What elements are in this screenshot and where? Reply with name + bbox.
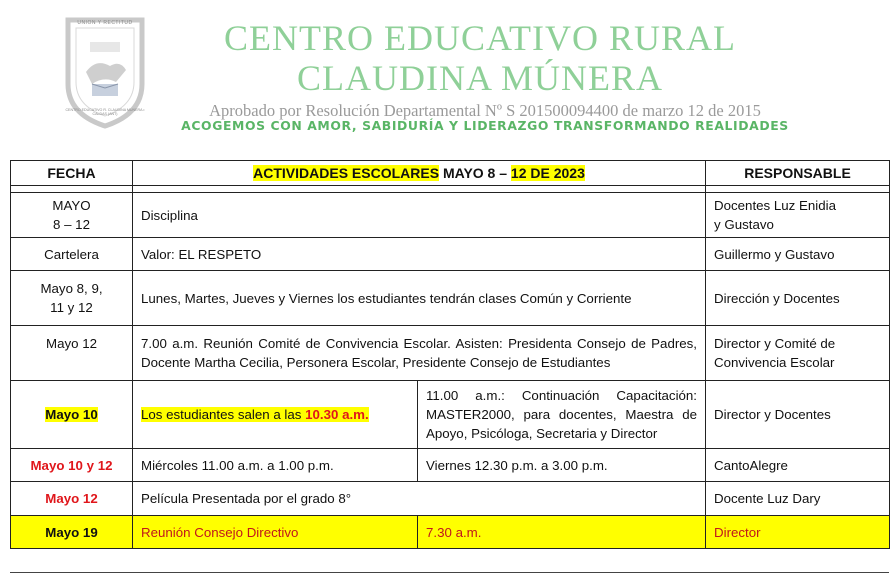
row-responsable: Guillermo y Gustavo [706, 238, 890, 271]
table-row [11, 482, 890, 516]
row-actividad: Lunes, Martes, Jueves y Viernes los estudiantes tendrán clases Común y Corriente [133, 271, 706, 326]
row-fecha: Mayo 19 [11, 516, 133, 549]
responsable-line2: y Gustavo [714, 217, 774, 232]
table-header-row [11, 161, 890, 186]
row-actividad-b: Viernes 12.30 p.m. a 3.00 p.m. [418, 449, 706, 482]
table-row [11, 326, 890, 381]
row-actividad-b: 7.30 a.m. [418, 516, 706, 549]
row-fecha: Mayo 12 [11, 326, 133, 381]
table-row [11, 271, 890, 326]
row-actividad-a: Reunión Consejo Directivo [133, 516, 418, 549]
row-actividad: Película Presentada por el grado 8° [133, 482, 706, 516]
responsable-line2: Convivencia Escolar [714, 355, 835, 370]
header-title-end-date: 12 [510, 164, 527, 181]
header-fecha: FECHA [11, 161, 133, 186]
row-responsable [706, 326, 890, 381]
school-title-line2: CLAUDINA MÚNERA [297, 58, 663, 98]
row-responsable: Dirección y Docentes [706, 271, 890, 326]
header-actividades [133, 161, 706, 186]
table-row [11, 449, 890, 482]
row-actividad-a: Miércoles 11.00 a.m. a 1.00 p.m. [133, 449, 418, 482]
table-row [11, 193, 890, 238]
school-title-line1: CENTRO EDUCATIVO RURAL [224, 18, 736, 58]
fecha-line2: 11 y 12 [50, 300, 93, 315]
header-title-highlight: ACTIVIDADES ESCOLARES [253, 164, 440, 181]
actividad-time-highlight: 10.30 a.m. [305, 407, 369, 422]
header-title-year: DE 2023 [526, 164, 585, 181]
fecha-line1: MAYO [52, 198, 91, 213]
responsable-line1: Docentes Luz Enidia [714, 198, 836, 213]
bottom-divider [10, 572, 889, 573]
seal-bottom-text: CENTRO EDUCATIVO R. CLAUDINA MUNERA • CALDAS (ANT) [65, 108, 145, 116]
table-row [11, 238, 890, 271]
row-responsable: CantoAlegre [706, 449, 890, 482]
approval-resolution-text: Aprobado por Resolución Departamental Nº S 201500094400 de marzo 12 de 2015 [209, 101, 761, 120]
fecha-line2: 8 – 12 [53, 217, 90, 232]
responsable-line1: Director y Comité de [714, 336, 836, 351]
row-fecha: Cartelera [11, 238, 133, 271]
row-actividad-b: 11.00 a.m.: Continuación Capacitación: MASTER2000, para docentes, Maestra de Apoyo, Psicóloga, Secretaria y Director [418, 381, 706, 449]
row-actividad: Disciplina [133, 193, 706, 238]
row-actividad-a [133, 381, 418, 449]
header-responsable: RESPONSABLE [706, 161, 890, 186]
table-row [11, 381, 890, 449]
row-actividad: 7.00 a.m. Reunión Comité de Convivencia Escolar. Asisten: Presidenta Consejo de Padres, Docente Martha Cecilia, Personera Escolar, Presidente Consejo de Estudiantes [133, 326, 706, 381]
row-fecha: Mayo 12 [11, 482, 133, 516]
table-row-highlighted [11, 516, 890, 549]
row-responsable: Director y Docentes [706, 381, 890, 449]
row-responsable: Docente Luz Dary [706, 482, 890, 516]
row-actividad: Valor: EL RESPETO [133, 238, 706, 271]
school-motto: ACOGEMOS CON AMOR, SABIDURÍA Y LIDERAZGO TRANSFORMANDO REALIDADES [181, 118, 789, 133]
fecha-highlight: Mayo 10 [45, 407, 98, 422]
row-fecha [11, 381, 133, 449]
row-fecha: Mayo 10 y 12 [11, 449, 133, 482]
activities-table [10, 160, 890, 549]
header-title-dates: MAYO 8 – [439, 164, 511, 181]
row-fecha [11, 271, 133, 326]
row-responsable: Director [706, 516, 890, 549]
seal-top-text: UNION Y RECTITUD [77, 20, 133, 26]
fecha-line1: Mayo 8, 9, [40, 281, 103, 296]
row-responsable [706, 193, 890, 238]
table-spacer-row [11, 186, 890, 193]
actividad-highlight: Los estudiantes salen a las [141, 407, 306, 422]
row-fecha [11, 193, 133, 238]
